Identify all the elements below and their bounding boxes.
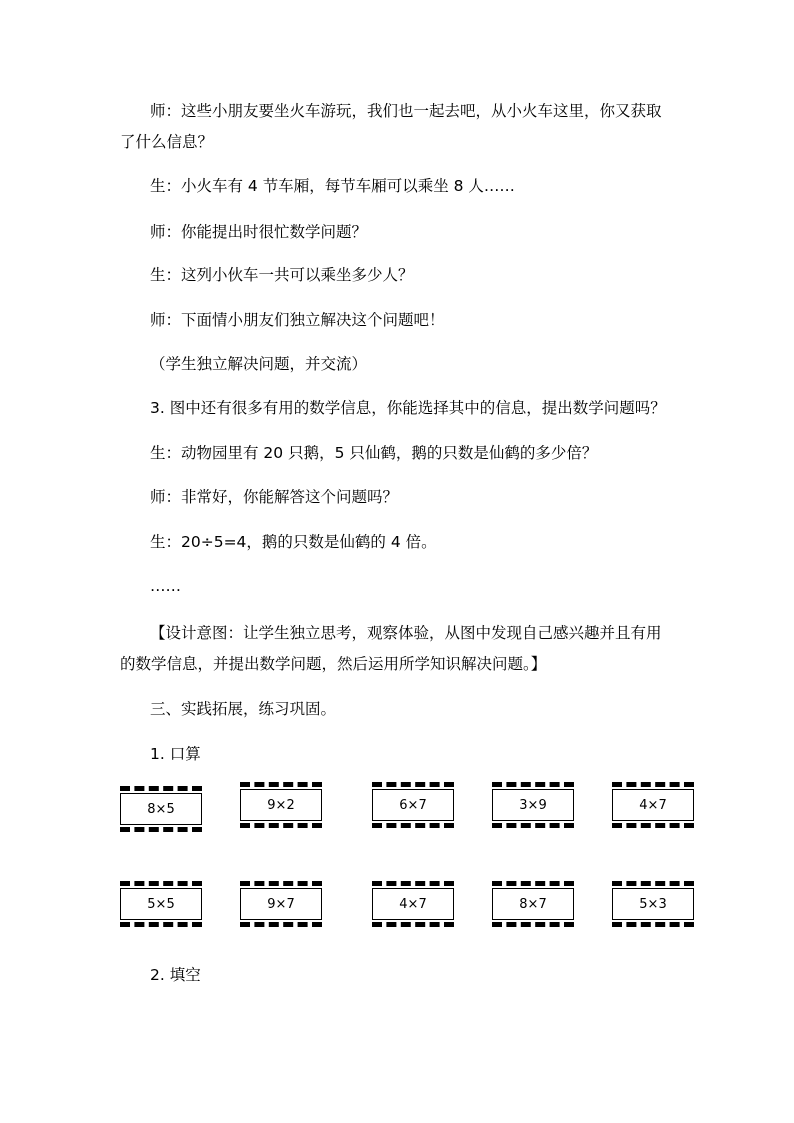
math-card	[240, 881, 322, 927]
paragraph-design-intent	[120, 622, 710, 675]
math-card	[492, 782, 574, 828]
math-card-expression: 8×5	[120, 793, 202, 825]
math-card-expression: 5×3	[612, 888, 694, 920]
paragraph-line: 【设计意图：让学生独立思考，观察体验，从图中发现自己感兴趣并且有用	[150, 624, 662, 642]
subheading-fill-in: 2. 填空	[150, 966, 201, 984]
math-card	[612, 881, 694, 927]
paragraph-line: 的数学信息，并提出数学问题，然后运用所学知识解决问题。】	[120, 655, 547, 673]
paragraph-line: 了什么信息？	[120, 133, 214, 151]
paragraph-item-3: 3. 图中还有很多有用的数学信息，你能选择其中的信息，提出数学问题吗？	[150, 399, 666, 417]
subheading-mental-math: 1. 口算	[150, 745, 201, 763]
math-card	[492, 881, 574, 927]
paragraph-line: 师：这些小朋友要坐火车游玩，我们也一起去吧，从小火车这里，你又获取	[150, 102, 662, 120]
paragraph-student-train: 生：小火车有 4 节车厢，每节车厢可以乘坐 8 人……	[150, 177, 515, 195]
paragraph-note-exchange: （学生独立解决问题，并交流）	[150, 355, 368, 373]
math-card	[120, 786, 202, 832]
math-card	[120, 881, 202, 927]
math-card-expression: 9×7	[240, 888, 322, 920]
math-card	[372, 782, 454, 828]
math-card-expression: 8×7	[492, 888, 574, 920]
paragraph-ellipsis: ……	[150, 577, 181, 595]
paragraph-student-question: 生：这列小伙车一共可以乘坐多少人？	[150, 266, 414, 284]
math-card-expression: 3×9	[492, 789, 574, 821]
math-card	[612, 782, 694, 828]
math-card-expression: 9×2	[240, 789, 322, 821]
paragraph-teacher-question: 师：你能提出时很忙数学问题？	[150, 223, 368, 241]
paragraph-teacher-train	[120, 100, 710, 153]
paragraph-student-answer: 生：20÷5=4，鹅的只数是仙鹤的 4 倍。	[150, 533, 437, 551]
math-card	[372, 881, 454, 927]
math-card-expression: 4×7	[612, 789, 694, 821]
paragraph-student-geese: 生：动物园里有 20 只鹅，5 只仙鹤，鹅的只数是仙鹤的多少倍？	[150, 444, 598, 462]
paragraph-teacher-praise: 师：非常好，你能解答这个问题吗？	[150, 488, 399, 506]
math-card-expression: 6×7	[372, 789, 454, 821]
math-card-expression: 5×5	[120, 888, 202, 920]
paragraph-teacher-solve: 师：下面情小朋友们独立解决这个问题吧！	[150, 311, 445, 329]
math-card	[240, 782, 322, 828]
math-card-expression: 4×7	[372, 888, 454, 920]
section-heading-practice: 三、实践拓展，练习巩固。	[150, 700, 337, 718]
